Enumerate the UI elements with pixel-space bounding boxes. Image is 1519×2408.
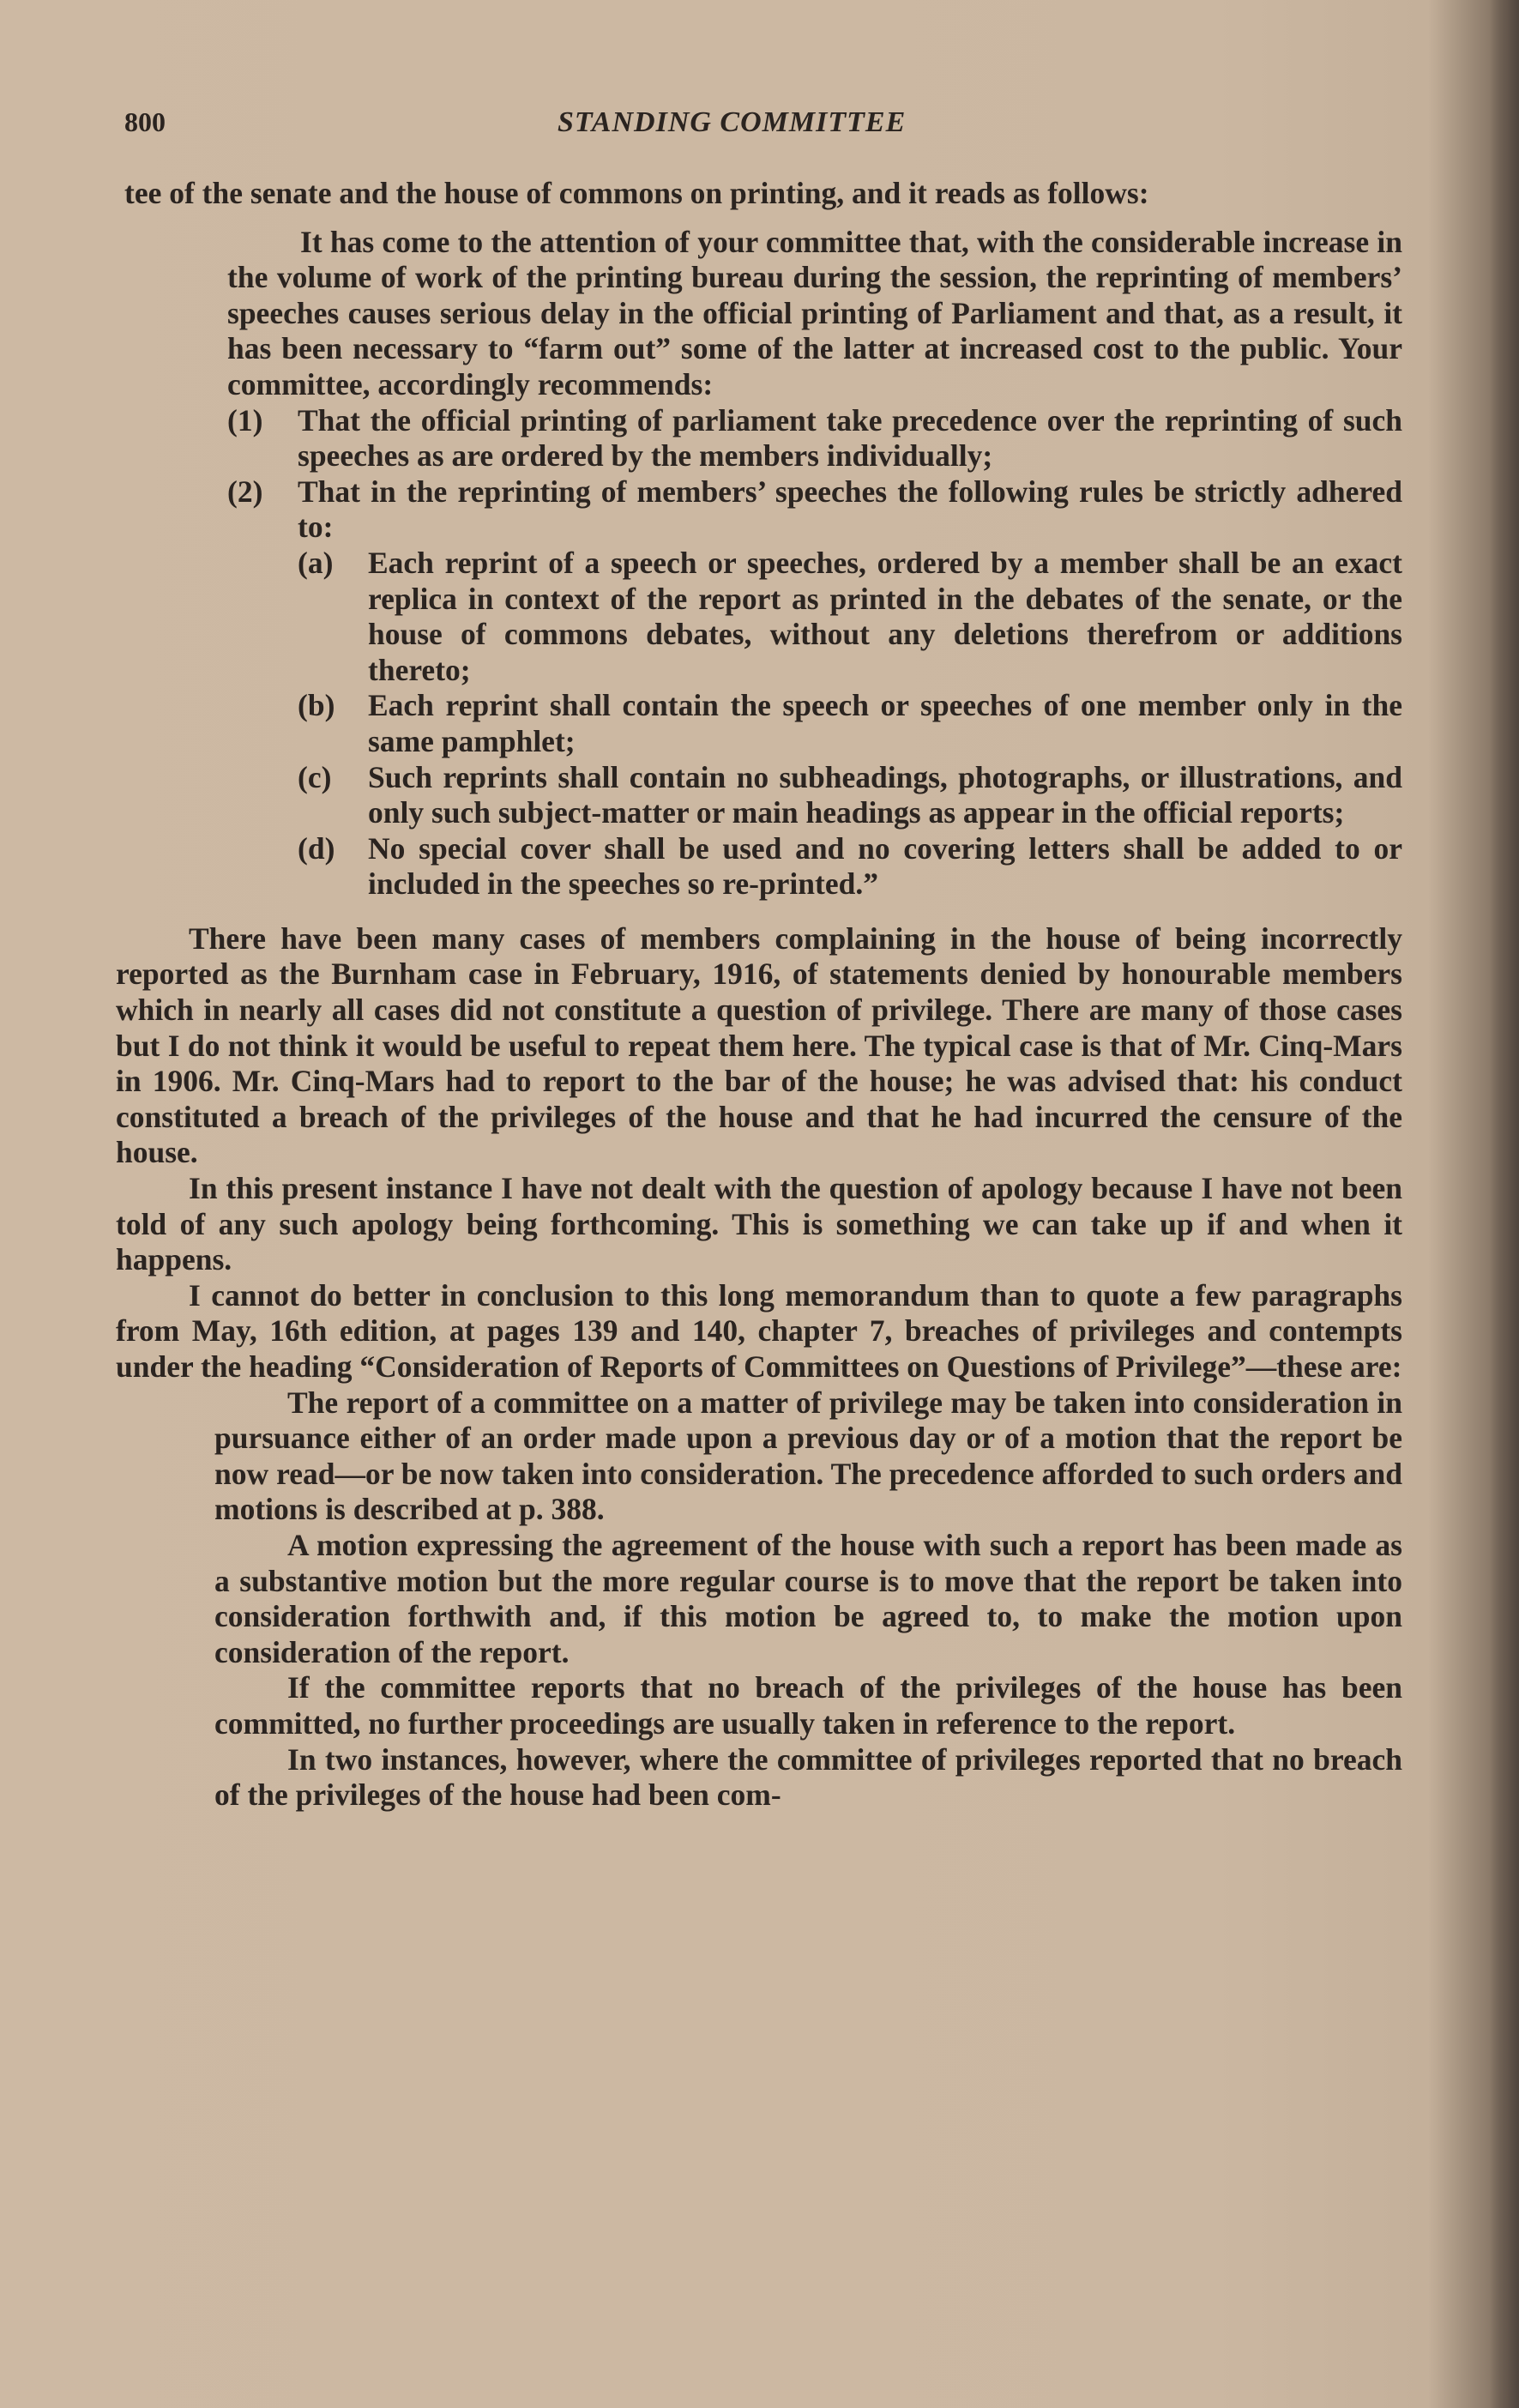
item-marker: (b) (298, 688, 335, 723)
body-text (116, 176, 1402, 1814)
page-edge-shadow (1490, 0, 1519, 2408)
body-paragraph: In this present instance I have not dealt with the question of apology because I have not been told of any such apology being forthcoming. This is something we can take up if and when it happens. (116, 1171, 1402, 1277)
item-text: That in the reprinting of members’ speeches the following rules be strictly adhered to: (298, 474, 1402, 545)
quote-paragraph: In two instances, however, where the committee of privileges reported that no breach of the privileges of the house had been com- (214, 1741, 1402, 1813)
item-text: Such reprints shall contain no subheadings, photographs, or illustrations, and only such subject-matter or main headings as appear in the official reports; (368, 759, 1402, 830)
rule-item (298, 546, 1402, 688)
page-header (124, 101, 1402, 153)
body-paragraph: There have been many cases of members complaining in the house of being incorrectly reported as the Burnham case in February, 1916, of statements denied by honourable members which in nearly all cases did not constitute a question of privilege. There are many of those cases but I do not think it would be useful to repeat them here. The typical case is that of Mr. Cinq-Mars in 1906. Mr. Cinq-Mars had to report to the bar of the house; he was advised that: his conduct constituted a breach of the privileges of the house and that he had incurred the censure of the house. (116, 920, 1402, 1170)
main-paragraphs (116, 921, 1402, 1385)
item-text: No special cover shall be used and no covering letters shall be added to or included in the speeches so re-printed.” (368, 830, 1402, 902)
rule-item (298, 760, 1402, 831)
may-excerpt-quote (214, 1385, 1402, 1814)
running-head: STANDING COMMITTEE (558, 106, 907, 138)
intro-paragraph: tee of the senate and the house of commons on printing, and it reads as follows: (124, 176, 1149, 210)
quote-paragraph: The report of a committee on a matter of privilege may be taken into consideration in pursuance either of an order made upon a previous day or of a motion that the report be now read—or be now taken into consideration. The precedence afforded to such orders and motions is described at p. 388. (214, 1385, 1402, 1527)
committee-report-quote (227, 225, 1402, 902)
recommendation-item (227, 403, 1402, 474)
rule-item (298, 688, 1402, 759)
recommendation-item (227, 474, 1402, 546)
item-marker: (2) (227, 474, 263, 509)
quote-paragraph: It has come to the attention of your committee that, with the considerable increase in the volume of work of the printing bureau during the session, the reprinting of members’ speeches causes serious delay in the official printing of Parliament and that, as a result, it has been necessary to “farm out” some of the latter at increased cost to the public. Your committee, accordingly recommends: (227, 224, 1402, 401)
item-marker: (c) (298, 759, 332, 794)
quote-paragraph: A motion expressing the agreement of the house with such a report has been made as a substantive motion but the more regular course is to move that the report be taken into consideration forthwith and, if this motion be agreed to, to make the motion upon consideration of the report. (214, 1527, 1402, 1669)
item-marker: (a) (298, 545, 334, 580)
item-marker: (d) (298, 830, 335, 866)
item-text: Each reprint shall contain the speech or speeches of one member only in the same pamphlet; (368, 688, 1402, 758)
item-text: Each reprint of a speech or speeches, ordered by a member shall be an exact replica in context of the report as printed in the debates of the senate, or the house of commons debates, without any deletions therefrom or additions thereto; (368, 545, 1402, 687)
item-marker: (1) (227, 402, 263, 438)
quote-paragraph: If the committee reports that no breach of the privileges of the house has been committed, no further proceedings are usually taken in reference to the report. (214, 1670, 1402, 1741)
page-number: 800 (124, 106, 166, 137)
body-paragraph: I cannot do better in conclusion to this long memorandum than to quote a few paragraphs from May, 16th edition, at pages 139 and 140, chapter 7, breaches of privileges and contempts under the heading “Consideration of Reports of Committees on Questions of Privilege”—these are: (116, 1277, 1402, 1384)
item-text: That the official printing of parliament take precedence over the reprinting of such speeches as are ordered by the members individually; (298, 402, 1402, 474)
rules-list (298, 546, 1402, 902)
rule-item (298, 831, 1402, 902)
